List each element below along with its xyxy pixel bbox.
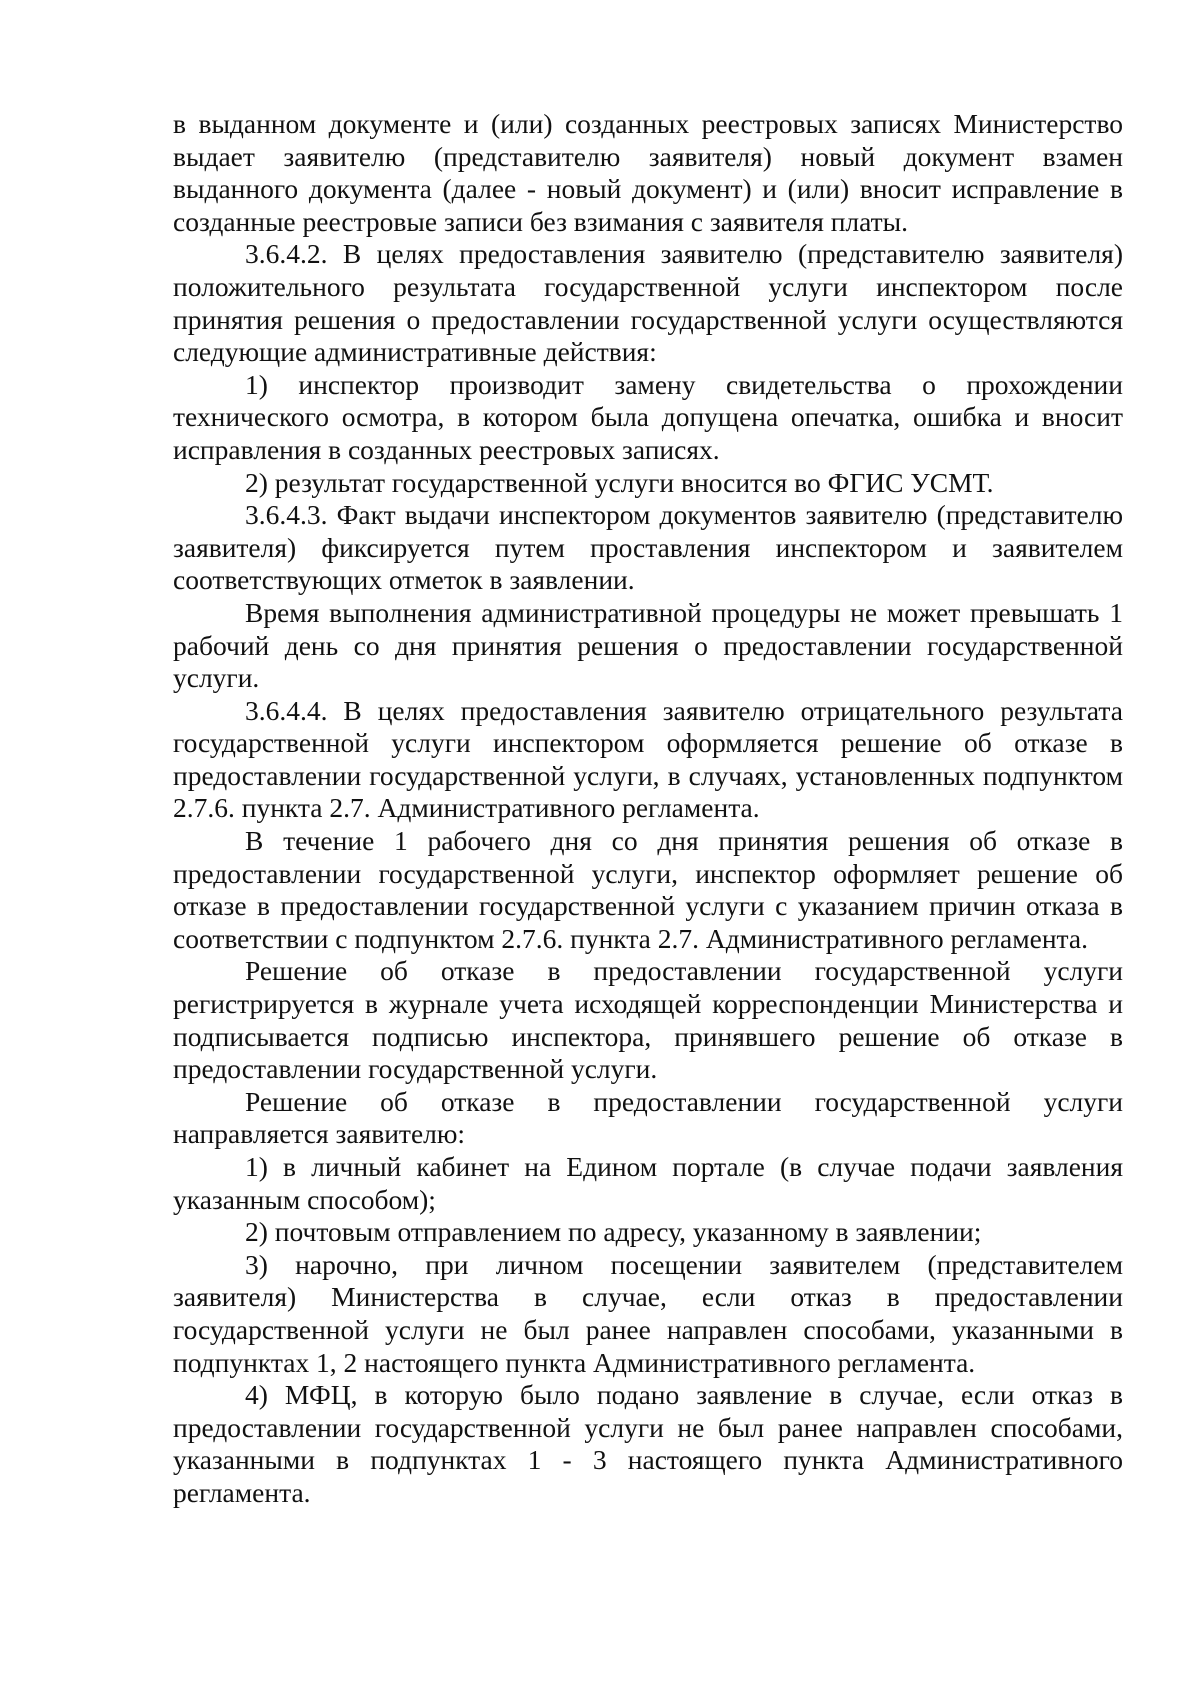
paragraph-refusal-registration: Решение об отказе в предоставлении государственной услуги регистрируется в журнале учета исходящей корреспонденции Министерства и подписывается подписью инспектора, принявшего решение об отказе в предоставлении государственной услуги. — [173, 955, 1123, 1085]
paragraph-continuation: в выданном документе и (или) созданных реестровых записях Министерство выдает заявителю (представителю заявителя) новый документ взамен выданного документа (далее - новый документ) и (или) вносит исправление в созданные реестровые записи без взимания с заявителя платы. — [173, 108, 1123, 237]
paragraph-refusal-delivery: Решение об отказе в предоставлении государственной услуги направляется заявителю: — [173, 1085, 1123, 1150]
paragraph-delivery-item-4: 4) МФЦ, в которую было подано заявление в случае, если отказ в предоставлении государственной услуги не был ранее направлен способами, указанными в подпунктах 1 - 3 настоящего пункта Административного регламента. — [173, 1379, 1123, 1508]
paragraph-list-item-2: 2) результат государственной услуги вносится во ФГИС УСМТ. — [245, 466, 994, 498]
paragraph-delivery-item-1: 1) в личный кабинет на Едином портале (в случае подачи заявления указанным способом); — [173, 1151, 1123, 1215]
paragraph-refusal-deadline: В течение 1 рабочего дня со дня принятия решения об отказе в предоставлении государственной услуги, инспектор оформляет решение об отказе в предоставлении государственной услуги с указанием причин отказа в соответствии с подпунктом 2.7.6. пункта 2.7. Административного регламента. — [173, 825, 1123, 954]
paragraph-list-item-1: 1) инспектор производит замену свидетельства о прохождении технического осмотра, в котором была допущена опечатка, ошибка и вносит исправления в созданных реестровых записях. — [173, 368, 1123, 465]
paragraph-time-limit: Время выполнения административной процедуры не может превышать 1 рабочий день со дня принятия решения о предоставлении государственной услуги. — [173, 596, 1123, 694]
paragraph-3-6-4-2: 3.6.4.2. В целях предоставления заявителю (представителю заявителя) положительного результата государственной услуги инспектором после принятия решения о предоставлении государственной услуги осуществляются следующие административные действия: — [173, 238, 1123, 368]
paragraph-delivery-item-3: 3) нарочно, при личном посещении заявителем (представителем заявителя) Министерства в случае, если отказ в предоставлении государственной услуги не был ранее направлен способами, указанными в подпунктах 1, 2 настоящего пункта Административного регламента. — [173, 1248, 1123, 1378]
paragraph-3-6-4-3: 3.6.4.3. Факт выдачи инспектором документов заявителю (представителю заявителя) фиксируется путем проставления инспектором и заявителем соответствующих отметок в заявлении. — [173, 499, 1123, 596]
paragraph-delivery-item-2: 2) почтовым отправлением по адресу, указанному в заявлении; — [245, 1216, 982, 1248]
paragraph-3-6-4-4: 3.6.4.4. В целях предоставления заявителю отрицательного результата государственной услуги инспектором оформляется решение об отказе в предоставлении государственной услуги, в случаях, установленных подпунктом 2.7.6. пункта 2.7. Административного регламента. — [173, 694, 1123, 824]
document-page — [173, 108, 1123, 1510]
